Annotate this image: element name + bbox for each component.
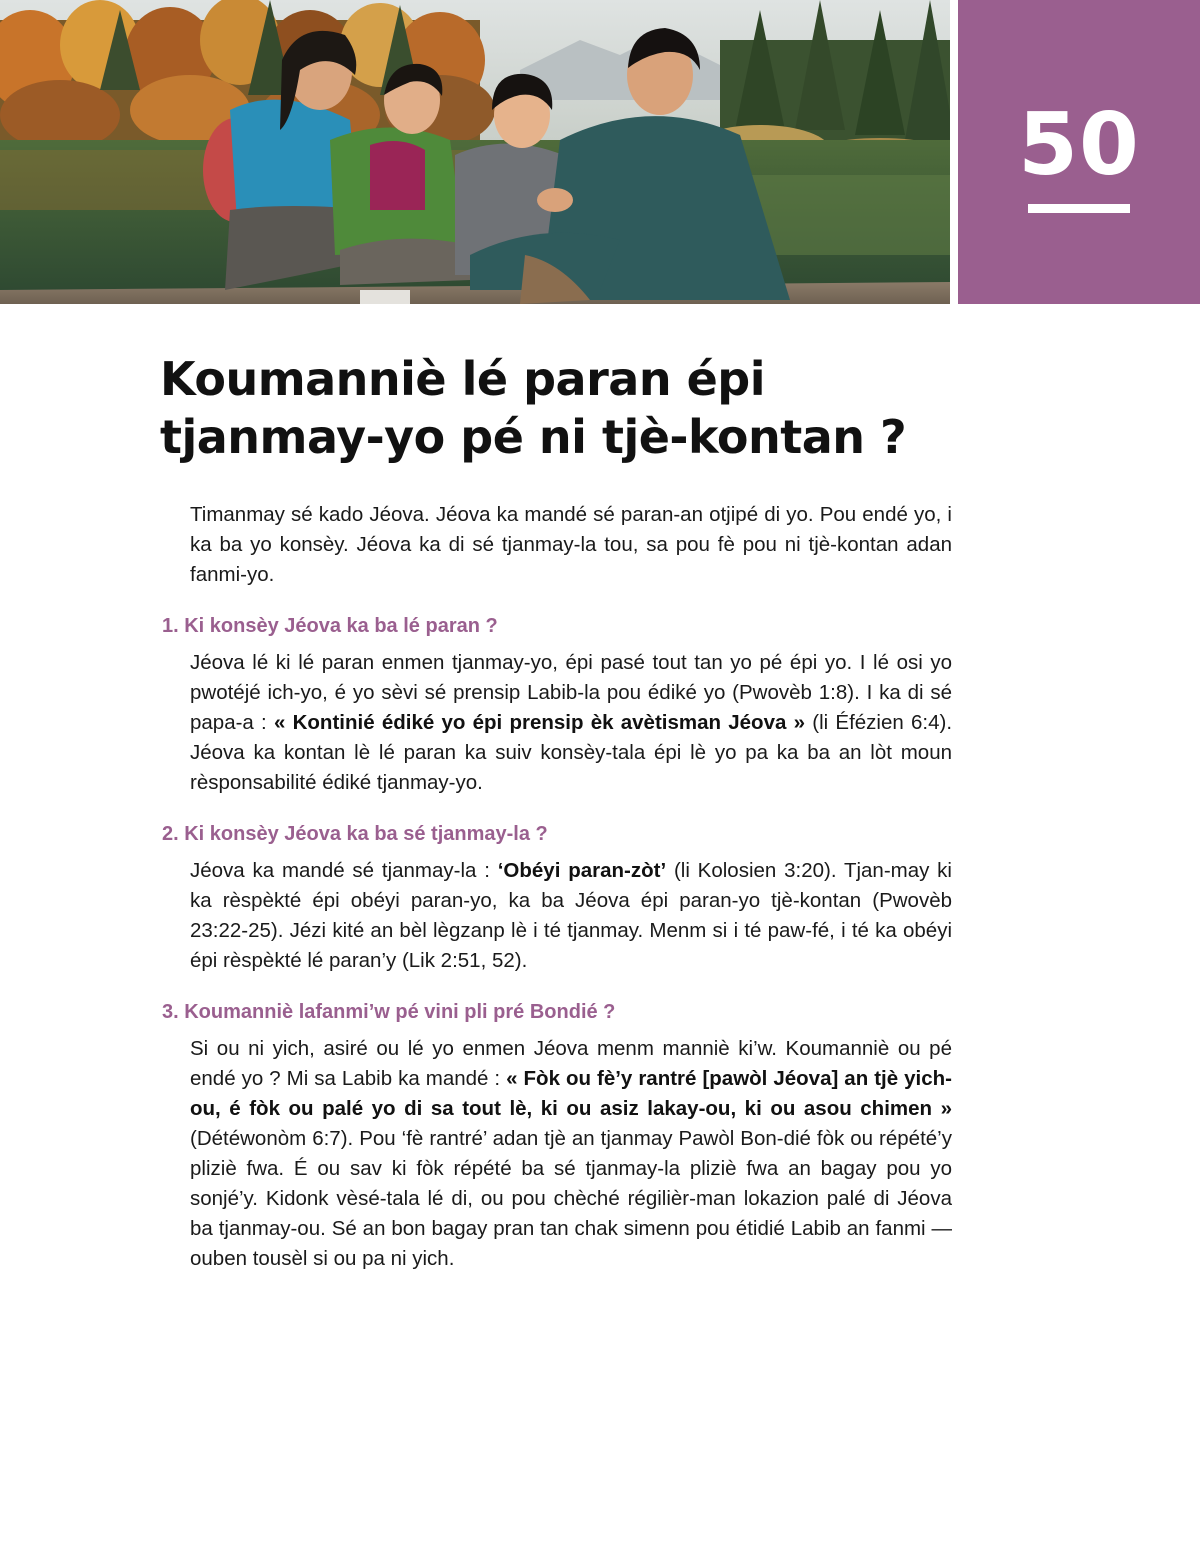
- family-sitting-by-lake-photo: [0, 0, 950, 304]
- question-body-2: [190, 856, 952, 976]
- bold-quote: « Kontinié édiké yo épi prensip èk avètisman Jéova »: [273, 711, 806, 734]
- question-text: Jéova ka mandé sé tjanmay-la :: [190, 859, 498, 882]
- question-text: (li Kolosien 3:20). Tjan-may ki ka rèspèkté épi obéyi paran-yo, ka ba Jéova épi paran-yo tjè-kontan (Pwovèb 23:22-25). Jézi kité an bèl lègzanp lè i té tjanmay. Menm si i té paw-fé, i té ka obéyi épi rèspèkté lé paran’y (Lik 2:51, 52).: [190, 859, 952, 972]
- lesson-content: [162, 500, 952, 1296]
- question-section-3: [162, 998, 952, 1274]
- page-title-line-1: Koumanniè lé paran épi: [160, 352, 765, 406]
- question-text: (li Éfézien 6:4). Jéova ka kontan lè lé paran ka suiv konsèy-tala épi lè yo pa ka ba an lòt moun rèsponsabilité édiké tjanmay-yo.: [190, 711, 953, 794]
- bold-quote: ‘Obéyi paran-zòt’: [497, 859, 667, 882]
- question-text: Jéova lé ki lé paran enmen tjanmay-yo, épi pasé tout tan yo pé épi yo. I lé osi yo pwotéjé ich-yo, é yo sèvi sé prensip Labib-la pou édiké yo (Pwovèb 1:8). I ka di sé papa-a :: [190, 651, 952, 734]
- question-text: Si ou ni yich, asiré ou lé yo enmen Jéova menm manniè ki’w. Koumanniè ou pé endé yo ? Mi sa Labib ka mandé :: [190, 1037, 952, 1090]
- intro-paragraph: Timanmay sé kado Jéova. Jéova ka mandé sé paran-an otjipé di yo. Pou endé yo, i ka ba yo konsèy. Jéova ka di sé tjanmay-la tou, sa pou fè pou ni tjè-kontan adan fanmi-yo.: [190, 503, 952, 586]
- header-photo: [0, 0, 950, 304]
- bold-quote: « Fòk ou fè’y rantré [pawòl Jéova] an tjè yich-ou, é fòk ou palé yo di sa tout lè, ki ou asiz lakay-ou, ki ou asou chimen »: [190, 1067, 952, 1120]
- question-section-1: [162, 612, 952, 798]
- question-body-3: [190, 1034, 952, 1274]
- question-heading-2: 2. Ki konsèy Jéova ka ba sé tjanmay-la ?: [162, 823, 548, 845]
- page-title-line-2: tjanmay-yo pé ni tjè-kontan ?: [160, 410, 907, 464]
- lesson-number-block: [958, 0, 1200, 304]
- lesson-number-underline: [1028, 204, 1130, 213]
- question-body-1: [190, 648, 952, 798]
- page-title: [160, 350, 960, 466]
- question-heading-3: 3. Koumanniè lafanmi’w pé vini pli pré Bondié ?: [162, 1001, 616, 1023]
- photo-divider: [950, 0, 958, 304]
- lesson-number: 50: [1018, 95, 1140, 195]
- question-heading-1: 1. Ki konsèy Jéova ka ba lé paran ?: [162, 615, 498, 637]
- question-section-2: [162, 820, 952, 976]
- question-text: (Détéwonòm 6:7). Pou ‘fè rantré’ adan tjè an tjanmay Pawòl Bon-dié fòk ou répété’y pliziè fwa. É ou sav ki fòk répété ba sé tjanmay-la pliziè fwa an bagay pou yo sonjé’y. Kidonk vèsé-tala lé di, ou pou chèché régilièr-man lokazion palé di Jéova ba tjanmay-ou. Sé an bon bagay pran tan chak simenn pou étidié Labib an fanmi — ouben tousèl si ou pa ni yich.: [190, 1127, 952, 1270]
